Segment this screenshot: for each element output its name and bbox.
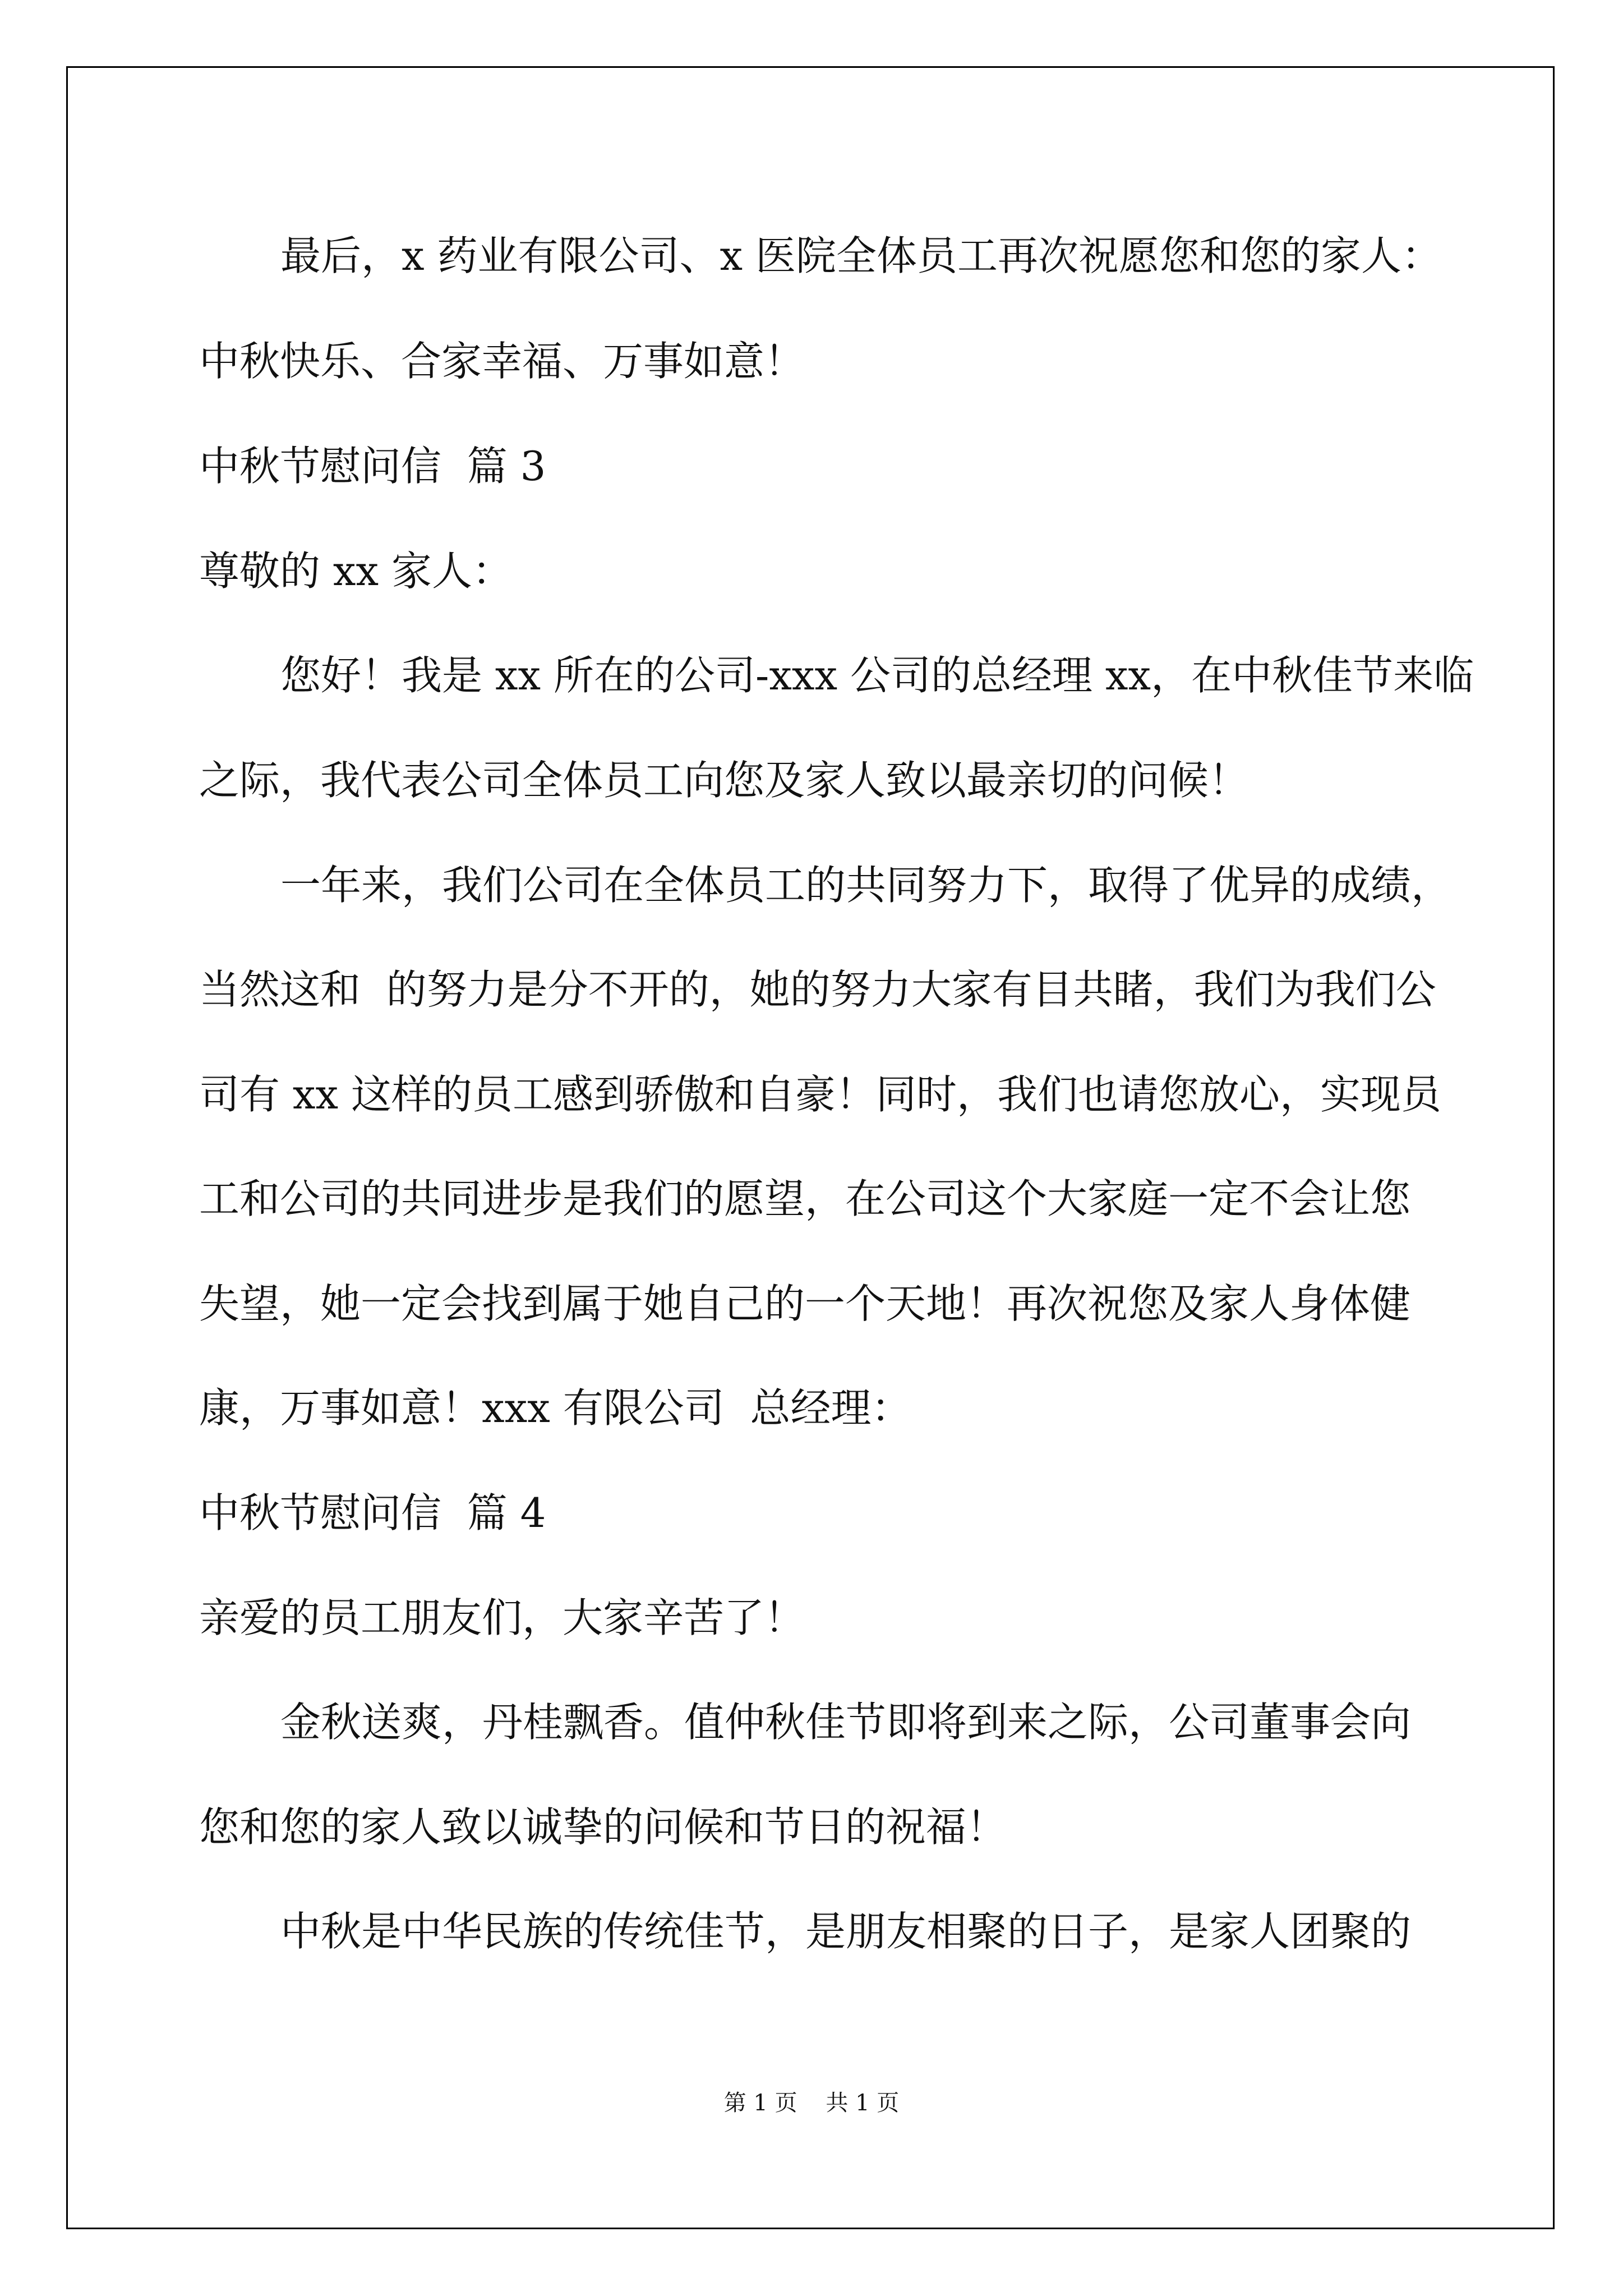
page-border [66, 66, 1555, 2229]
salutation-3: 尊敬的 xx 家人： [199, 547, 513, 595]
paragraph-line: 您和您的家人致以诚挚的问候和节日的祝福！ [199, 1803, 1007, 1851]
closing-wish-line-2: 中秋快乐、合家幸福、万事如意！ [199, 338, 805, 385]
section-heading-3: 中秋节慰问信 篇 3 [199, 443, 546, 490]
closing-wish-line-1: 最后，x 药业有限公司、x 医院全体员工再次祝愿您和您的家人： [280, 232, 1442, 279]
page-number: 第 1 页 共 1 页 [723, 2090, 900, 2116]
paragraph-line: 金秋送爽，丹桂飘香。值仲秋佳节即将到来之际，公司董事会向 [280, 1699, 1412, 1746]
paragraph-line: 失望，她一定会找到属于她自己的一个天地！再次祝您及家人身体健 [199, 1280, 1411, 1327]
section-heading-4: 中秋节慰问信 篇 4 [199, 1489, 546, 1536]
paragraph-line: 工和公司的共同进步是我们的愿望，在公司这个大家庭一定不会让您 [199, 1175, 1411, 1222]
paragraph-line: 司有 xx 这样的员工感到骄傲和自豪！同时，我们也请您放心，实现员 [199, 1071, 1441, 1118]
paragraph-line: 中秋是中华民族的传统佳节，是朋友相聚的日子，是家人团聚的 [280, 1908, 1412, 1955]
paragraph-line: 当然这和 的努力是分不开的，她的努力大家有目共睹，我们为我们公 [199, 966, 1436, 1013]
paragraph-line: 一年来，我们公司在全体员工的共同努力下，取得了优异的成绩， [280, 862, 1452, 909]
signature-line: 康，万事如意！xxx 有限公司 总经理： [199, 1384, 912, 1432]
paragraph-line: 之际，我代表公司全体员工向您及家人致以最亲切的问候！ [199, 757, 1249, 804]
salutation-4: 亲爱的员工朋友们，大家辛苦了！ [199, 1594, 805, 1641]
paragraph-line: 您好！我是 xx 所在的公司-xxx 公司的总经理 xx，在中秋佳节来临 [280, 652, 1474, 699]
